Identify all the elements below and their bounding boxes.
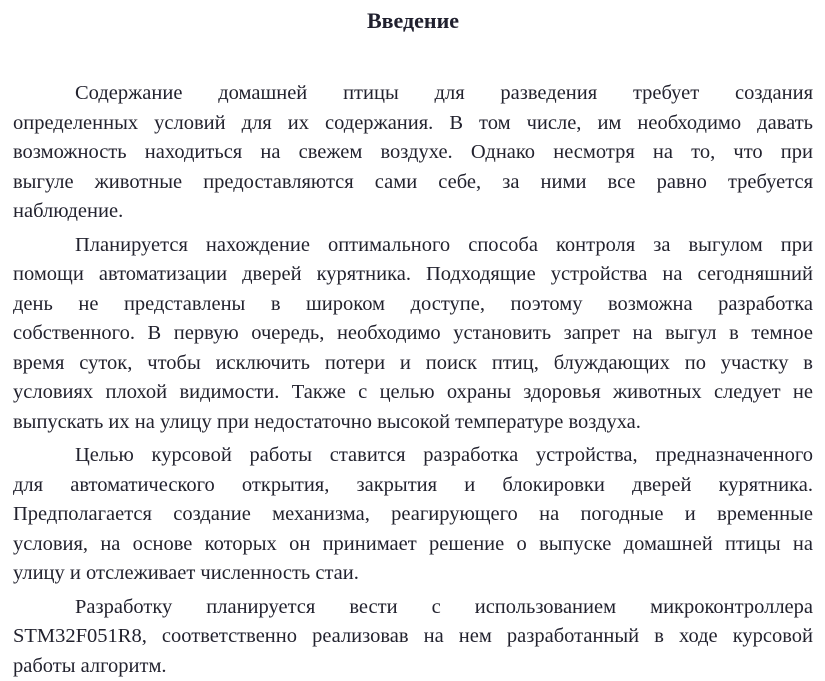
text-line: STM32F051R8, соответственно реализовав на нем разработанный в ходе курсовой <box>13 622 813 652</box>
text-line: Содержание домашней птицы для разведения требует создания <box>13 79 813 109</box>
text-line: условия, на основе которых он принимает решение о выпуске домашней птицы на <box>13 530 813 560</box>
text-line: работы алгоритм. <box>13 652 813 681</box>
text-line: день не представлены в широком доступе, поэтому возможна разработка <box>13 290 813 320</box>
text-line: улицу и отслеживает численность стаи. <box>13 559 813 589</box>
text-line: помощи автоматизации дверей курятника. Подходящие устройства на сегодняшний <box>13 260 813 290</box>
paragraph-2 <box>13 231 813 438</box>
text-line: наблюдение. <box>13 197 813 227</box>
paragraph-4 <box>13 593 813 681</box>
text-line: Целью курсовой работы ставится разработка устройства, предназначенного <box>13 441 813 471</box>
text-line: выпускать их на улицу при недостаточно высокой температуре воздуха. <box>13 408 813 438</box>
document-title: Введение <box>13 6 813 36</box>
text-line: собственного. В первую очередь, необходимо установить запрет на выгул в темное <box>13 319 813 349</box>
text-line: возможность находиться на свежем воздухе. Однако несмотря на то, что при <box>13 138 813 168</box>
paragraph-3 <box>13 441 813 589</box>
text-line: условиях плохой видимости. Также с целью охраны здоровья животных следует не <box>13 378 813 408</box>
text-line: Планируется нахождение оптимального способа контроля за выгулом при <box>13 231 813 261</box>
text-line: определенных условий для их содержания. В том числе, им необходимо давать <box>13 109 813 139</box>
text-line: Предполагается создание механизма, реагирующего на погодные и временные <box>13 500 813 530</box>
paragraph-1 <box>13 79 813 227</box>
text-line: время суток, чтобы исключить потери и поиск птиц, блуждающих по участку в <box>13 349 813 379</box>
text-line: Разработку планируется вести с использованием микроконтроллера <box>13 593 813 623</box>
text-line: выгуле животные предоставляются сами себе, за ними все равно требуется <box>13 168 813 198</box>
text-line: для автоматического открытия, закрытия и блокировки дверей курятника. <box>13 471 813 501</box>
